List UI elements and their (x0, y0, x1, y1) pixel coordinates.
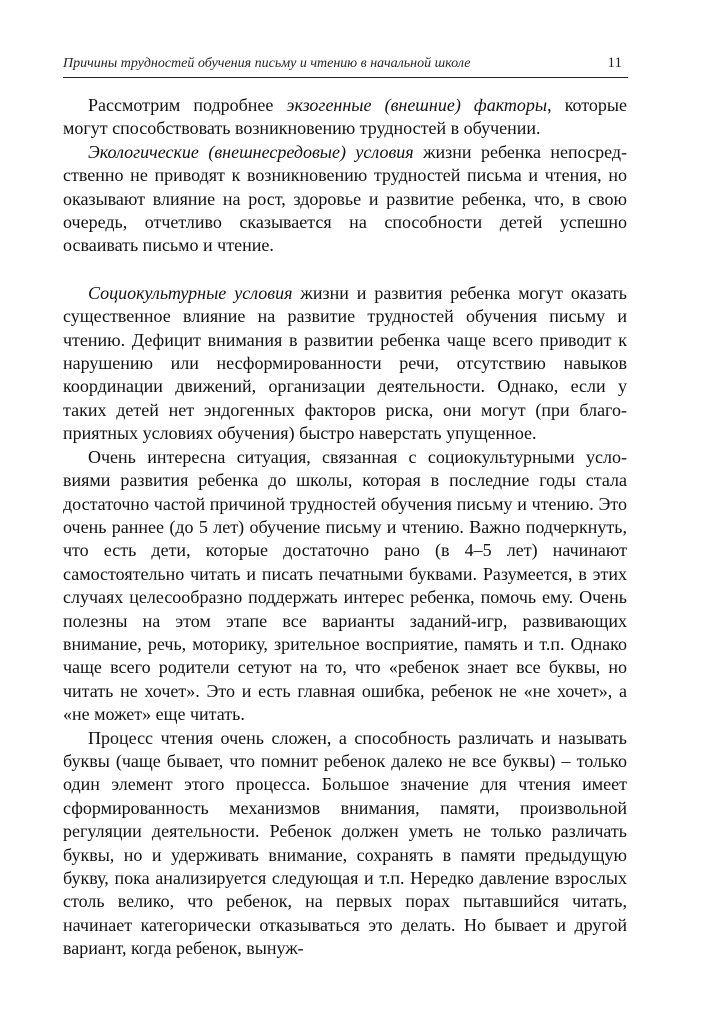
emphasis-exogenous-factors: экзогенные (внешние) факторы (286, 95, 548, 115)
paragraph-gap (63, 258, 627, 282)
paragraph-exogenous-factors: Рассмотрим подробнее экзогенные (внешние) факторы, которые могут способствовать возникновению трудностей в обучении. (63, 95, 627, 139)
paragraph-sociocultural-conditions: Социокультурные условия жизни и развития ребенка могут оказать существенное влияние на развитие трудностей обучения письму и чтению. Дефицит внимания в развитии ребенка чаще всего приводит к нарушению или несформированности речи, отсутствию навыков координации движений, организации деятельности. Однако, если у таких детей нет эндогенных факторов риска, они могут (при благоприятных условиях обучения) быстро наверстать упущенное. (63, 282, 627, 444)
emphasis-sociocultural-conditions: Социокультурные условия (88, 282, 293, 303)
emphasis-ecological-conditions: Экологические (внешнесредовые) условия (88, 141, 414, 162)
running-header (63, 55, 628, 78)
paragraph-reading-process: Процесс чтения очень сложен, а способность различать и называть буквы (чаще бывает, что помнит ребенок далеко не все буквы) – только один элемент этого процесса. Большое значение для чтения имеет сформированность механизмов внимания, памяти, произвольной регуляции деятельности. Ребенок должен уметь не только различать буквы, но и удерживать внимание, сохранять в памяти предыдущую букву, пока анализируется следующая и т.п. Нередко давление взрослых столь велико, что ребенок, на первых порах пытавшийся читать, начинает категорически отказываться это делать. Но бывает и другой вариант, когда ребенок, вынуж- (63, 727, 627, 959)
page-number: 11 (607, 55, 622, 71)
body-text (63, 94, 627, 961)
paragraph-ecological-conditions: Экологические (внешнесредовые) условия жизни ребенка непосредственно не приводят к возникновению трудностей письма и чтения, но оказывают влияние на рост, здоровье и развитие ребенка, что, в свою очередь, отчетливо сказывается на способности детей успешно осваивать письмо и чтение. (63, 141, 628, 256)
running-title: Причины трудностей обучения письму и чтению в начальной школе (63, 56, 471, 71)
paragraph-early-learning: Очень интересна ситуация, связанная с социокультурными условиями развития ребенка до школы, которая в последние годы стала достаточно частой причиной трудностей обучения письму и чтению. Это очень раннее (до 5 лет) обучение письму и чтению. Важно подчеркнуть, что есть дети, которые достаточно рано (в 4–5 лет) начинают самостоятельно читать и писать печатными буквами. Разумеется, в этих случаях целесообразно поддержать интерес ребенка, помочь ему. Очень полезны на этом этапе все варианты заданий-игр, развивающих внимание, речь, моторику, зрительное восприятие, память и т.п. Однако чаще всего родители сетуют на то, что «ребенок знает все буквы, но читать не хочет». Это и есть главная ошибка, ребенок не «не хочет», а «не может» еще читать. (63, 446, 627, 725)
